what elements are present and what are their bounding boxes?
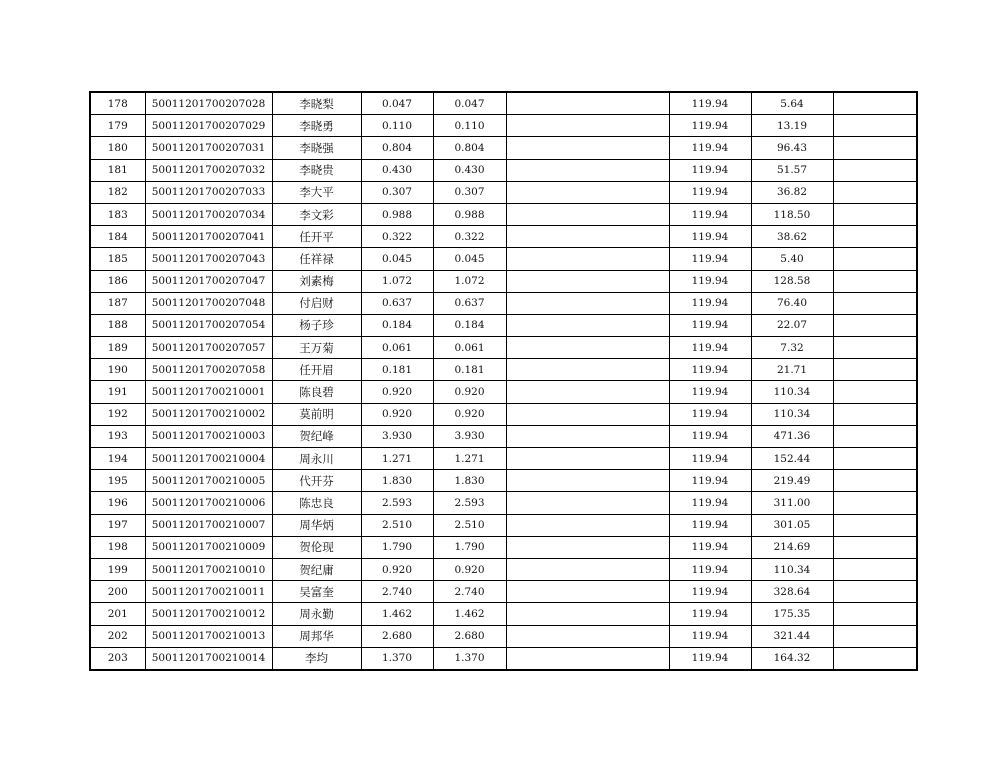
area-cell: 0.322 (361, 226, 433, 248)
table-row (90, 448, 917, 470)
household-code-cell: 50011201700210004 (145, 448, 272, 470)
blank-cell (506, 558, 669, 580)
unit-price-cell: 119.94 (669, 292, 751, 314)
note-cell (833, 403, 917, 425)
confirmed-area-cell: 0.307 (433, 181, 506, 203)
note-cell (833, 581, 917, 603)
area-cell: 1.830 (361, 470, 433, 492)
household-code-cell: 50011201700207029 (145, 115, 272, 137)
area-cell: 0.637 (361, 292, 433, 314)
table-row (90, 514, 917, 536)
area-cell: 3.930 (361, 425, 433, 447)
household-code-cell: 50011201700210011 (145, 581, 272, 603)
unit-price-cell: 119.94 (669, 203, 751, 225)
household-code-cell: 50011201700210006 (145, 492, 272, 514)
blank-cell (506, 492, 669, 514)
note-cell (833, 137, 917, 159)
confirmed-area-cell: 3.930 (433, 425, 506, 447)
blank-cell (506, 514, 669, 536)
name-cell: 陈忠良 (272, 492, 361, 514)
blank-cell (506, 203, 669, 225)
confirmed-area-cell: 0.181 (433, 359, 506, 381)
confirmed-area-cell: 0.322 (433, 226, 506, 248)
amount-cell: 22.07 (751, 314, 833, 336)
household-code-cell: 50011201700207057 (145, 337, 272, 359)
unit-price-cell: 119.94 (669, 226, 751, 248)
confirmed-area-cell: 0.184 (433, 314, 506, 336)
amount-cell: 301.05 (751, 514, 833, 536)
confirmed-area-cell: 0.045 (433, 248, 506, 270)
table-row (90, 292, 917, 314)
area-cell: 1.271 (361, 448, 433, 470)
household-code-cell: 50011201700207034 (145, 203, 272, 225)
confirmed-area-cell: 0.804 (433, 137, 506, 159)
name-cell: 李晓贵 (272, 159, 361, 181)
confirmed-area-cell: 0.920 (433, 558, 506, 580)
unit-price-cell: 119.94 (669, 558, 751, 580)
blank-cell (506, 403, 669, 425)
row-number-cell: 198 (90, 536, 145, 558)
area-cell: 2.740 (361, 581, 433, 603)
table-row (90, 647, 917, 670)
area-cell: 0.430 (361, 159, 433, 181)
household-code-cell: 50011201700210003 (145, 425, 272, 447)
note-cell (833, 337, 917, 359)
row-number-cell: 188 (90, 314, 145, 336)
name-cell: 李晓强 (272, 137, 361, 159)
name-cell: 李大平 (272, 181, 361, 203)
row-number-cell: 199 (90, 558, 145, 580)
household-code-cell: 50011201700210007 (145, 514, 272, 536)
unit-price-cell: 119.94 (669, 425, 751, 447)
row-number-cell: 181 (90, 159, 145, 181)
amount-cell: 36.82 (751, 181, 833, 203)
area-cell: 1.462 (361, 603, 433, 625)
table-row (90, 359, 917, 381)
amount-cell: 110.34 (751, 558, 833, 580)
blank-cell (506, 381, 669, 403)
confirmed-area-cell: 1.830 (433, 470, 506, 492)
name-cell: 王万菊 (272, 337, 361, 359)
note-cell (833, 359, 917, 381)
area-cell: 0.184 (361, 314, 433, 336)
unit-price-cell: 119.94 (669, 92, 751, 115)
data-table (89, 91, 918, 671)
blank-cell (506, 248, 669, 270)
note-cell (833, 181, 917, 203)
unit-price-cell: 119.94 (669, 337, 751, 359)
name-cell: 李晓梨 (272, 92, 361, 115)
unit-price-cell: 119.94 (669, 647, 751, 670)
amount-cell: 328.64 (751, 581, 833, 603)
confirmed-area-cell: 2.593 (433, 492, 506, 514)
amount-cell: 471.36 (751, 425, 833, 447)
note-cell (833, 558, 917, 580)
area-cell: 1.370 (361, 647, 433, 670)
amount-cell: 175.35 (751, 603, 833, 625)
unit-price-cell: 119.94 (669, 314, 751, 336)
confirmed-area-cell: 0.047 (433, 92, 506, 115)
blank-cell (506, 159, 669, 181)
name-cell: 周永勤 (272, 603, 361, 625)
confirmed-area-cell: 0.637 (433, 292, 506, 314)
note-cell (833, 248, 917, 270)
unit-price-cell: 119.94 (669, 581, 751, 603)
blank-cell (506, 448, 669, 470)
blank-cell (506, 470, 669, 492)
name-cell: 付启财 (272, 292, 361, 314)
amount-cell: 76.40 (751, 292, 833, 314)
amount-cell: 321.44 (751, 625, 833, 647)
area-cell: 1.790 (361, 536, 433, 558)
area-cell: 0.110 (361, 115, 433, 137)
table-row (90, 403, 917, 425)
name-cell: 莫前明 (272, 403, 361, 425)
amount-cell: 219.49 (751, 470, 833, 492)
note-cell (833, 625, 917, 647)
area-cell: 2.510 (361, 514, 433, 536)
amount-cell: 152.44 (751, 448, 833, 470)
name-cell: 李文彩 (272, 203, 361, 225)
blank-cell (506, 581, 669, 603)
name-cell: 李晓勇 (272, 115, 361, 137)
amount-cell: 110.34 (751, 403, 833, 425)
note-cell (833, 159, 917, 181)
name-cell: 吴富奎 (272, 581, 361, 603)
name-cell: 任开眉 (272, 359, 361, 381)
row-number-cell: 194 (90, 448, 145, 470)
amount-cell: 164.32 (751, 647, 833, 670)
table-row (90, 470, 917, 492)
area-cell: 2.680 (361, 625, 433, 647)
unit-price-cell: 119.94 (669, 248, 751, 270)
confirmed-area-cell: 0.430 (433, 159, 506, 181)
name-cell: 任开平 (272, 226, 361, 248)
household-code-cell: 50011201700207041 (145, 226, 272, 248)
unit-price-cell: 119.94 (669, 603, 751, 625)
table-body (90, 92, 917, 670)
table-row (90, 226, 917, 248)
table-row (90, 625, 917, 647)
row-number-cell: 179 (90, 115, 145, 137)
amount-cell: 128.58 (751, 270, 833, 292)
row-number-cell: 201 (90, 603, 145, 625)
area-cell: 0.988 (361, 203, 433, 225)
amount-cell: 7.32 (751, 337, 833, 359)
household-code-cell: 50011201700207047 (145, 270, 272, 292)
table-row (90, 137, 917, 159)
household-code-cell: 50011201700207031 (145, 137, 272, 159)
blank-cell (506, 536, 669, 558)
note-cell (833, 514, 917, 536)
table-row (90, 536, 917, 558)
row-number-cell: 192 (90, 403, 145, 425)
confirmed-area-cell: 1.072 (433, 270, 506, 292)
household-code-cell: 50011201700210012 (145, 603, 272, 625)
blank-cell (506, 625, 669, 647)
amount-cell: 51.57 (751, 159, 833, 181)
unit-price-cell: 119.94 (669, 359, 751, 381)
row-number-cell: 203 (90, 647, 145, 670)
household-code-cell: 50011201700210010 (145, 558, 272, 580)
table-row (90, 425, 917, 447)
name-cell: 贺纪峰 (272, 425, 361, 447)
confirmed-area-cell: 2.680 (433, 625, 506, 647)
unit-price-cell: 119.94 (669, 492, 751, 514)
name-cell: 李均 (272, 647, 361, 670)
name-cell: 周华炳 (272, 514, 361, 536)
table-row (90, 492, 917, 514)
row-number-cell: 195 (90, 470, 145, 492)
row-number-cell: 185 (90, 248, 145, 270)
unit-price-cell: 119.94 (669, 403, 751, 425)
row-number-cell: 200 (90, 581, 145, 603)
row-number-cell: 197 (90, 514, 145, 536)
household-code-cell: 50011201700210014 (145, 647, 272, 670)
household-code-cell: 50011201700210005 (145, 470, 272, 492)
amount-cell: 311.00 (751, 492, 833, 514)
amount-cell: 118.50 (751, 203, 833, 225)
household-code-cell: 50011201700207058 (145, 359, 272, 381)
blank-cell (506, 603, 669, 625)
confirmed-area-cell: 1.790 (433, 536, 506, 558)
area-cell: 0.181 (361, 359, 433, 381)
unit-price-cell: 119.94 (669, 536, 751, 558)
unit-price-cell: 119.94 (669, 159, 751, 181)
name-cell: 刘素梅 (272, 270, 361, 292)
amount-cell: 21.71 (751, 359, 833, 381)
blank-cell (506, 226, 669, 248)
table-row (90, 203, 917, 225)
name-cell: 贺伦现 (272, 536, 361, 558)
household-code-cell: 50011201700207043 (145, 248, 272, 270)
area-cell: 0.047 (361, 92, 433, 115)
unit-price-cell: 119.94 (669, 270, 751, 292)
note-cell (833, 203, 917, 225)
table-row (90, 603, 917, 625)
confirmed-area-cell: 0.920 (433, 381, 506, 403)
amount-cell: 214.69 (751, 536, 833, 558)
confirmed-area-cell: 0.110 (433, 115, 506, 137)
name-cell: 周邦华 (272, 625, 361, 647)
row-number-cell: 190 (90, 359, 145, 381)
row-number-cell: 202 (90, 625, 145, 647)
note-cell (833, 226, 917, 248)
confirmed-area-cell: 1.462 (433, 603, 506, 625)
name-cell: 代开芬 (272, 470, 361, 492)
table-row (90, 270, 917, 292)
household-code-cell: 50011201700210001 (145, 381, 272, 403)
row-number-cell: 180 (90, 137, 145, 159)
unit-price-cell: 119.94 (669, 381, 751, 403)
household-code-cell: 50011201700207033 (145, 181, 272, 203)
row-number-cell: 183 (90, 203, 145, 225)
area-cell: 2.593 (361, 492, 433, 514)
unit-price-cell: 119.94 (669, 115, 751, 137)
note-cell (833, 115, 917, 137)
row-number-cell: 196 (90, 492, 145, 514)
blank-cell (506, 337, 669, 359)
row-number-cell: 182 (90, 181, 145, 203)
unit-price-cell: 119.94 (669, 137, 751, 159)
confirmed-area-cell: 0.061 (433, 337, 506, 359)
unit-price-cell: 119.94 (669, 625, 751, 647)
unit-price-cell: 119.94 (669, 514, 751, 536)
blank-cell (506, 359, 669, 381)
table-row (90, 248, 917, 270)
note-cell (833, 92, 917, 115)
household-code-cell: 50011201700207048 (145, 292, 272, 314)
note-cell (833, 647, 917, 670)
amount-cell: 5.40 (751, 248, 833, 270)
row-number-cell: 187 (90, 292, 145, 314)
note-cell (833, 470, 917, 492)
area-cell: 0.920 (361, 403, 433, 425)
confirmed-area-cell: 0.920 (433, 403, 506, 425)
confirmed-area-cell: 2.510 (433, 514, 506, 536)
area-cell: 0.045 (361, 248, 433, 270)
blank-cell (506, 137, 669, 159)
note-cell (833, 603, 917, 625)
name-cell: 任祥禄 (272, 248, 361, 270)
note-cell (833, 492, 917, 514)
row-number-cell: 178 (90, 92, 145, 115)
area-cell: 1.072 (361, 270, 433, 292)
blank-cell (506, 314, 669, 336)
area-cell: 0.061 (361, 337, 433, 359)
note-cell (833, 448, 917, 470)
blank-cell (506, 292, 669, 314)
household-code-cell: 50011201700207054 (145, 314, 272, 336)
row-number-cell: 193 (90, 425, 145, 447)
table-row (90, 92, 917, 115)
unit-price-cell: 119.94 (669, 448, 751, 470)
area-cell: 0.920 (361, 558, 433, 580)
amount-cell: 96.43 (751, 137, 833, 159)
name-cell: 陈良碧 (272, 381, 361, 403)
household-code-cell: 50011201700210013 (145, 625, 272, 647)
blank-cell (506, 115, 669, 137)
area-cell: 0.920 (361, 381, 433, 403)
table-row (90, 581, 917, 603)
name-cell: 贺纪庸 (272, 558, 361, 580)
blank-cell (506, 181, 669, 203)
confirmed-area-cell: 0.988 (433, 203, 506, 225)
table-row (90, 381, 917, 403)
note-cell (833, 292, 917, 314)
row-number-cell: 186 (90, 270, 145, 292)
blank-cell (506, 647, 669, 670)
unit-price-cell: 119.94 (669, 470, 751, 492)
area-cell: 0.804 (361, 137, 433, 159)
amount-cell: 38.62 (751, 226, 833, 248)
blank-cell (506, 425, 669, 447)
area-cell: 0.307 (361, 181, 433, 203)
table-row (90, 558, 917, 580)
household-code-cell: 50011201700207032 (145, 159, 272, 181)
blank-cell (506, 270, 669, 292)
table-row (90, 181, 917, 203)
amount-cell: 110.34 (751, 381, 833, 403)
household-code-cell: 50011201700210009 (145, 536, 272, 558)
note-cell (833, 270, 917, 292)
note-cell (833, 314, 917, 336)
table-row (90, 115, 917, 137)
confirmed-area-cell: 1.271 (433, 448, 506, 470)
note-cell (833, 425, 917, 447)
confirmed-area-cell: 2.740 (433, 581, 506, 603)
amount-cell: 5.64 (751, 92, 833, 115)
blank-cell (506, 92, 669, 115)
household-code-cell: 50011201700210002 (145, 403, 272, 425)
table-row (90, 337, 917, 359)
table-row (90, 314, 917, 336)
name-cell: 周永川 (272, 448, 361, 470)
unit-price-cell: 119.94 (669, 181, 751, 203)
row-number-cell: 191 (90, 381, 145, 403)
table-row (90, 159, 917, 181)
name-cell: 杨子珍 (272, 314, 361, 336)
note-cell (833, 536, 917, 558)
note-cell (833, 381, 917, 403)
row-number-cell: 184 (90, 226, 145, 248)
confirmed-area-cell: 1.370 (433, 647, 506, 670)
amount-cell: 13.19 (751, 115, 833, 137)
row-number-cell: 189 (90, 337, 145, 359)
household-code-cell: 50011201700207028 (145, 92, 272, 115)
